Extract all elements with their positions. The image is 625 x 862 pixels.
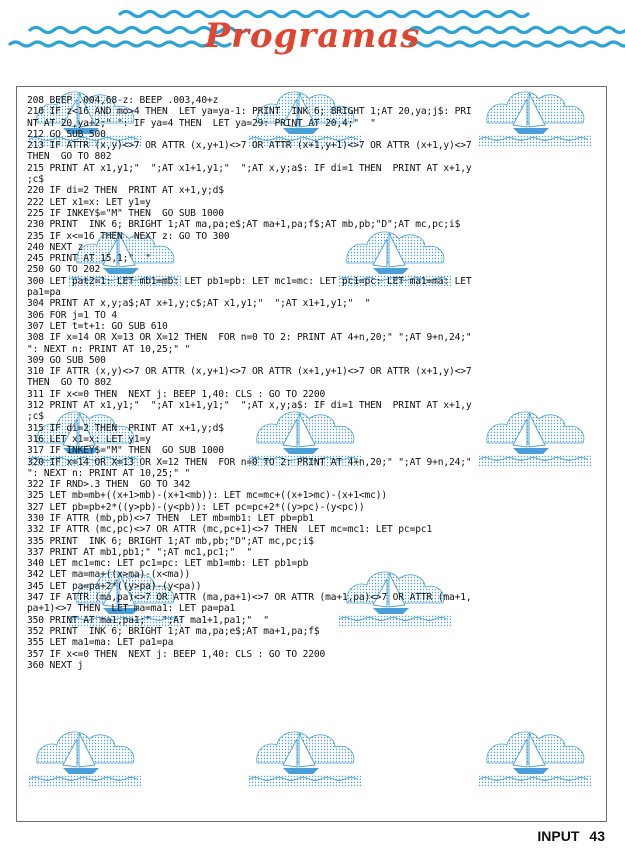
code-line: 230 PRINT INK 6; BRIGHT 1;AT ma,pa;e$;AT ma+1,pa;f$;AT mb,pb;"D";AT mc,pc;i$: [27, 219, 461, 231]
code-line: 325 LET mb=mb+((x+1>mb)-(x+1<mb)): LET mc=mc+((x+1>mc)-(x+1<mc)): [27, 490, 388, 502]
code-line: 335 PRINT INK 6; BRIGHT 1;AT mb,pb;"D";AT mc,pc;i$: [27, 535, 314, 547]
page-footer: [537, 828, 605, 844]
code-line: 350 PRINT AT ma1,pa1;" ";AT ma1+1,pa1;" ": [27, 614, 269, 626]
page-header: [0, 0, 625, 62]
code-line: 330 IF ATTR (mb,pb)<>7 THEN LET mb=mb1: LET pb=pb1: [27, 512, 314, 524]
code-line: 215 PRINT AT x1,y1;" ";AT x1+1,y1;" ";AT x,y;a$: IF di=1 THEN PRINT AT x+1,y: [27, 162, 472, 174]
code-line: ": NEXT n: PRINT AT 10,25;" ": [27, 467, 191, 479]
code-line: 212 GO SUB 500: [27, 128, 106, 140]
code-line: 309 GO SUB 500: [27, 354, 106, 366]
code-line: 340 LET mc1=mc: LET pc1=pc: LET mb1=mb: LET pb1=pb: [27, 558, 309, 570]
code-line: 327 LET pb=pb+2*((y>pb)-(y<pb)): LET pc=pc+2*((y>pc)-(y<pc)): [27, 501, 365, 513]
page-title: Programas: [204, 16, 421, 56]
code-line: pa+1)<>7 THEN LET ma=ma1: LET pa=pa1: [27, 603, 236, 615]
code-line: THEN GO TO 802: [27, 151, 112, 163]
code-line: 225 IF INKEY$="M" THEN GO SUB 1000: [27, 207, 224, 219]
code-line: 240 NEXT z: [27, 241, 84, 253]
code-line: 222 LET x1=x: LET y1=y: [27, 196, 151, 208]
code-line: ": NEXT n: PRINT AT 10,25;" ": [27, 343, 191, 355]
code-line: 322 IF RND>.3 THEN GO TO 342: [27, 479, 191, 491]
code-line: 210 IF z<16 AND mo>4 THEN LET ya=ya-1: PRINT INK 6; BRIGHT 1;AT 20,ya;j$: PRI: [27, 106, 472, 118]
basic-code-listing: [27, 95, 599, 671]
code-line: 316 LET x1=x: LET y1=y: [27, 433, 151, 445]
code-line: NT AT 20,ya+2;" ": IF ya=4 THEN LET ya=29: PRINT AT 20,4;" ": [27, 117, 376, 129]
code-line: 220 IF di=2 THEN PRINT AT x+1,y;d$: [27, 185, 224, 197]
code-line: 347 IF ATTR (ma,pa)<>7 OR ATTR (ma,pa+1)<>7 OR ATTR (ma+1,pa)<>7 OR ATTR (ma+1,: [27, 592, 472, 604]
code-line: ;c$: [27, 411, 44, 423]
page-number: 43: [589, 828, 605, 844]
code-line: 332 IF ATTR (mc,pc)<>7 OR ATTR (mc,pc+1)<>7 THEN LET mc=mc1: LET pc=pc1: [27, 524, 433, 536]
code-line: 342 LET ma=ma+((x>ma)-(x<ma)): [27, 569, 191, 581]
code-line: 357 IF x<=0 THEN NEXT j: BEEP 1,40: CLS : GO TO 2200: [27, 648, 326, 660]
code-line: 300 LET pat2=1: LET mb1=mb: LET pb1=pb: LET mc1=mc: LET pc1=pc: LET ma1=ma: LET: [27, 275, 472, 287]
code-line: 235 IF x<=16 THEN NEXT z: GO TO 300: [27, 230, 230, 242]
code-line: 320 IF x=14 OR X=13 OR X=12 THEN FOR n=0 TO 2: PRINT AT 4+n,20;" ";AT 9+n,24;": [27, 456, 472, 468]
code-line: ;c$: [27, 174, 44, 186]
code-line: 245 PRINT AT 15,1;" ": [27, 253, 151, 265]
code-line: THEN GO TO 802: [27, 377, 112, 389]
code-line: 213 IF ATTR (x,y)<>7 OR ATTR (x,y+1)<>7 OR ATTR (x+1,y+1)<>7 OR ATTR (x+1,y)<>7: [27, 140, 472, 152]
code-line: 308 IF x=14 OR X=13 OR X=12 THEN FOR n=0 TO 2: PRINT AT 4+n,20;" ";AT 9+n,24;": [27, 332, 472, 344]
code-line: 306 FOR j=1 TO 4: [27, 309, 118, 321]
code-line: 250 GO TO 202: [27, 264, 101, 276]
code-line: 307 LET t=t+1: GO SUB 610: [27, 320, 168, 332]
code-line: 360 NEXT j: [27, 659, 84, 671]
code-line: 352 PRINT INK 6; BRIGHT 1;AT ma,pa;e$;AT ma+1,pa;f$: [27, 625, 320, 637]
code-line: 310 IF ATTR (x,y)<>7 OR ATTR (x,y+1)<>7 OR ATTR (x+1,y+1)<>7 OR ATTR (x+1,y)<>7: [27, 366, 472, 378]
code-line: 312 PRINT AT x1,y1;" ";AT x1+1,y1;" ";AT x,y;a$: IF di=1 THEN PRINT AT x+1,y: [27, 400, 472, 412]
code-line: 208 BEEP .004,68-z: BEEP .003,40+z: [27, 95, 219, 106]
code-line: 311 IF x<=0 THEN NEXT j: BEEP 1,40: CLS : GO TO 2200: [27, 388, 326, 400]
magazine-name: INPUT: [537, 828, 580, 844]
code-line: 317 IF INKEY$="M" THEN GO SUB 1000: [27, 445, 224, 457]
code-line: 304 PRINT AT x,y;a$;AT x+1,y;c$;AT x1,y1;" ";AT x1+1,y1;" ": [27, 298, 371, 310]
code-line: 337 PRINT AT mb1,pb1;" ";AT mc1,pc1;" ": [27, 546, 253, 558]
program-listing-panel: [16, 86, 607, 822]
code-line: pa1=pa: [27, 287, 61, 299]
code-line: 355 LET ma1=ma: LET pa1=pa: [27, 637, 174, 649]
code-line: 315 IF di=2 THEN PRINT AT x+1,y;d$: [27, 422, 224, 434]
code-line: 345 LET pa=pa+2*((y>pa)-(y<pa)): [27, 580, 202, 592]
